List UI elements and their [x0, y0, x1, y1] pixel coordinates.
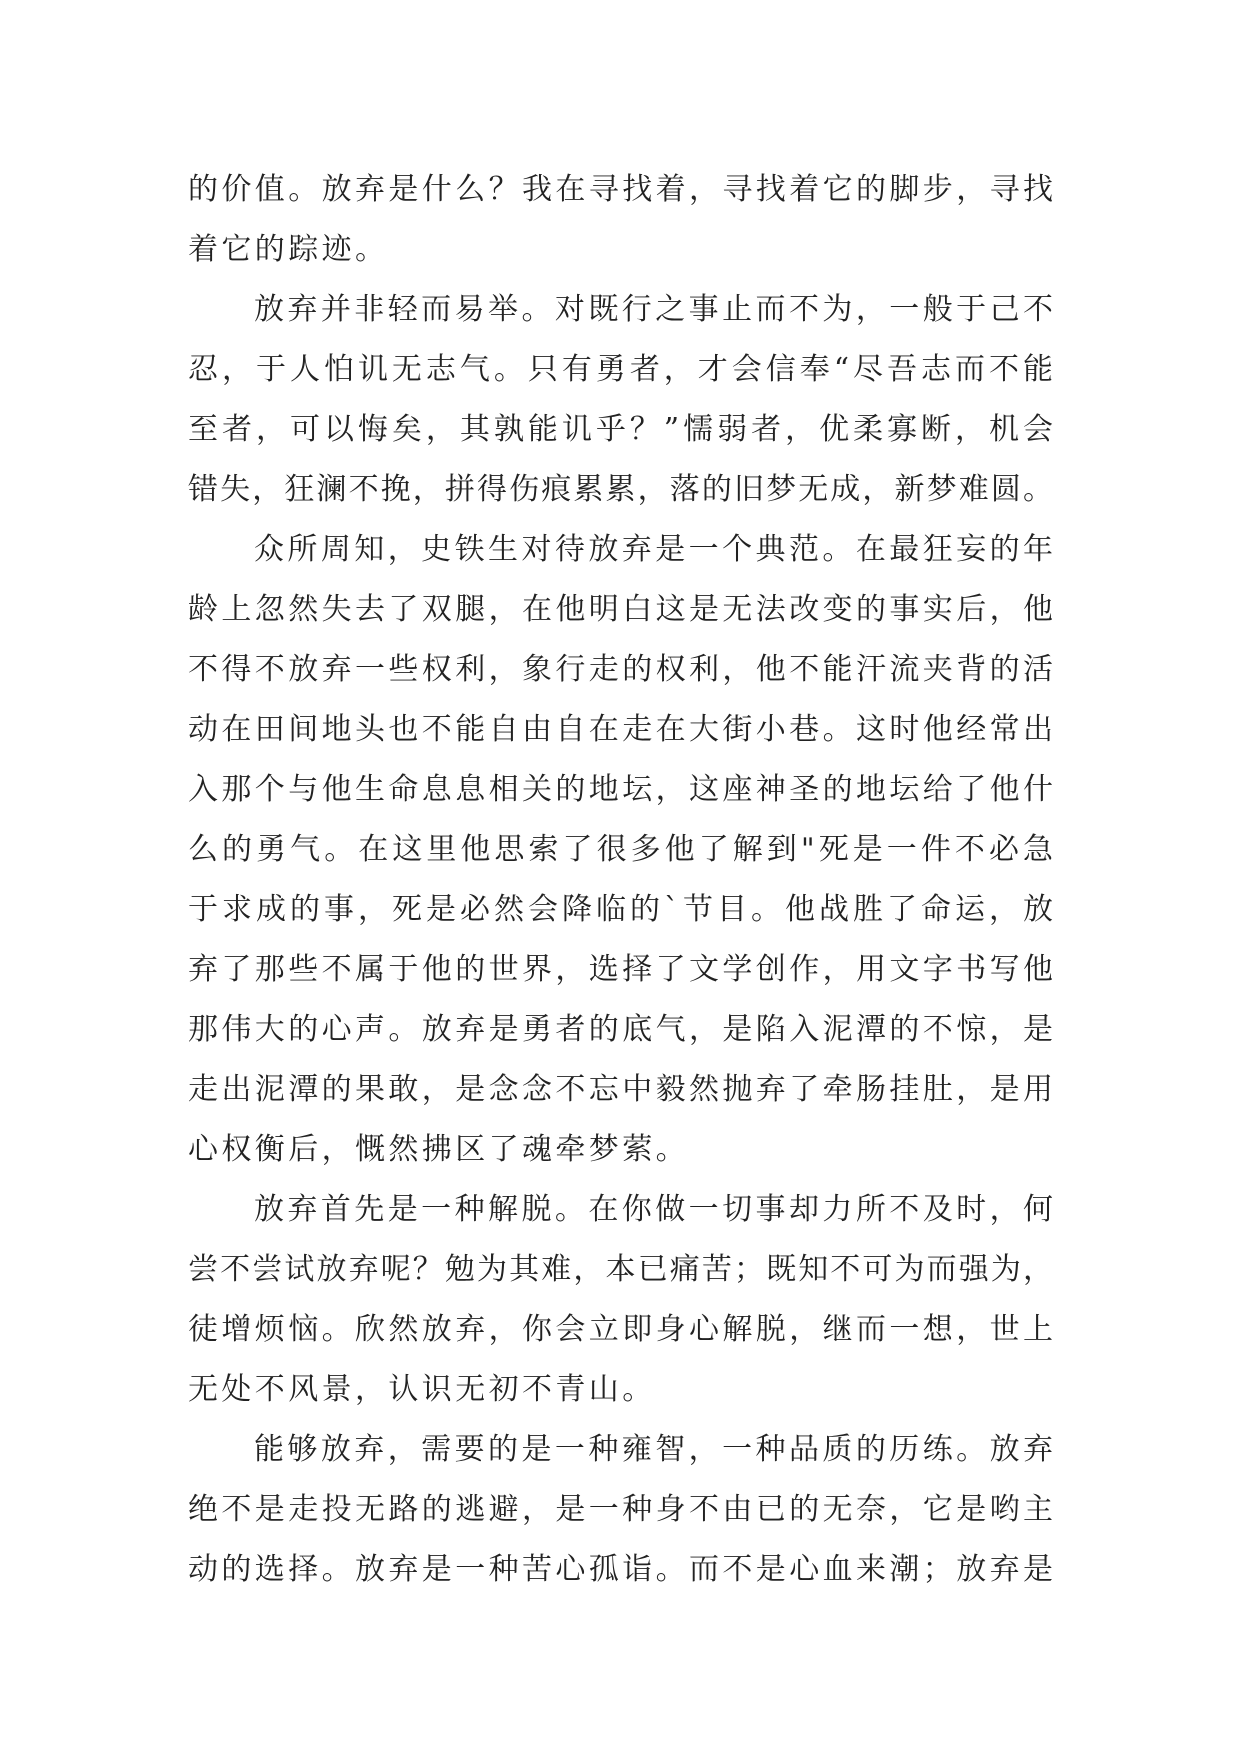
text-line: 走出泥潭的果敢，是念念不忘中毅然抛弃了牵肠挂肚，是用 — [188, 1072, 1053, 1107]
text-line: 入那个与他生命息息相关的地坛，这座神圣的地坛给了他什 — [188, 772, 1053, 807]
paragraph-first-line: 能够放弃，需要的是一种雍智，一种品质的历练。放弃 — [254, 1432, 1053, 1467]
essay-body — [188, 160, 1053, 1600]
text-line: 龄上忽然失去了双腿，在他明白这是无法改变的事实后，他 — [188, 592, 1053, 627]
text-line: 的价值。放弃是什么？我在寻找着，寻找着它的脚步，寻找 — [188, 172, 1053, 207]
text-line: 不得不放弃一些权利，象行走的权利，他不能汗流夹背的活 — [188, 652, 1053, 687]
text-line: 忍，于人怕讥无志气。只有勇者，才会信奉“尽吾志而不能 — [188, 352, 1053, 387]
text-line: 无处不风景，认识无初不青山。 — [188, 1372, 656, 1407]
text-line: 弃了那些不属于他的世界，选择了文学创作，用文字书写他 — [188, 952, 1053, 987]
text-line: 动的选择。放弃是一种苦心孤诣。而不是心血来潮；放弃是 — [188, 1552, 1053, 1587]
paragraph-first-line: 放弃首先是一种解脱。在你做一切事却力所不及时，何 — [254, 1192, 1053, 1227]
text-line: 么的勇气。在这里他思索了很多他了解到"死是一件不必急 — [188, 832, 1053, 867]
text-line: 徒增烦恼。欣然放弃，你会立即身心解脱，继而一想，世上 — [188, 1312, 1053, 1347]
text-line: 心权衡后，慨然拂区了魂牵梦萦。 — [188, 1132, 689, 1167]
text-line: 绝不是走投无路的逃避，是一种身不由已的无奈，它是哟主 — [188, 1492, 1053, 1527]
text-line: 尝不尝试放弃呢？勉为其难，本已痛苦；既知不可为而强为， — [188, 1252, 1053, 1287]
text-line: 着它的踪迹。 — [188, 232, 389, 267]
text-line: 那伟大的心声。放弃是勇者的底气，是陷入泥潭的不惊，是 — [188, 1012, 1053, 1047]
paragraph-first-line: 众所周知，史铁生对待放弃是一个典范。在最狂妄的年 — [254, 532, 1053, 567]
text-line: 至者，可以悔矣，其孰能讥乎？”懦弱者，优柔寡断，机会 — [188, 412, 1053, 447]
paragraph-first-line: 放弃并非轻而易举。对既行之事止而不为，一般于己不 — [254, 292, 1053, 327]
text-line: 错失，狂澜不挽，拼得伤痕累累，落的旧梦无成，新梦难圆。 — [188, 472, 1053, 507]
text-line: 动在田间地头也不能自由自在走在大街小巷。这时他经常出 — [188, 712, 1053, 747]
text-line: 于求成的事，死是必然会降临的`节目。他战胜了命运，放 — [188, 892, 1053, 927]
